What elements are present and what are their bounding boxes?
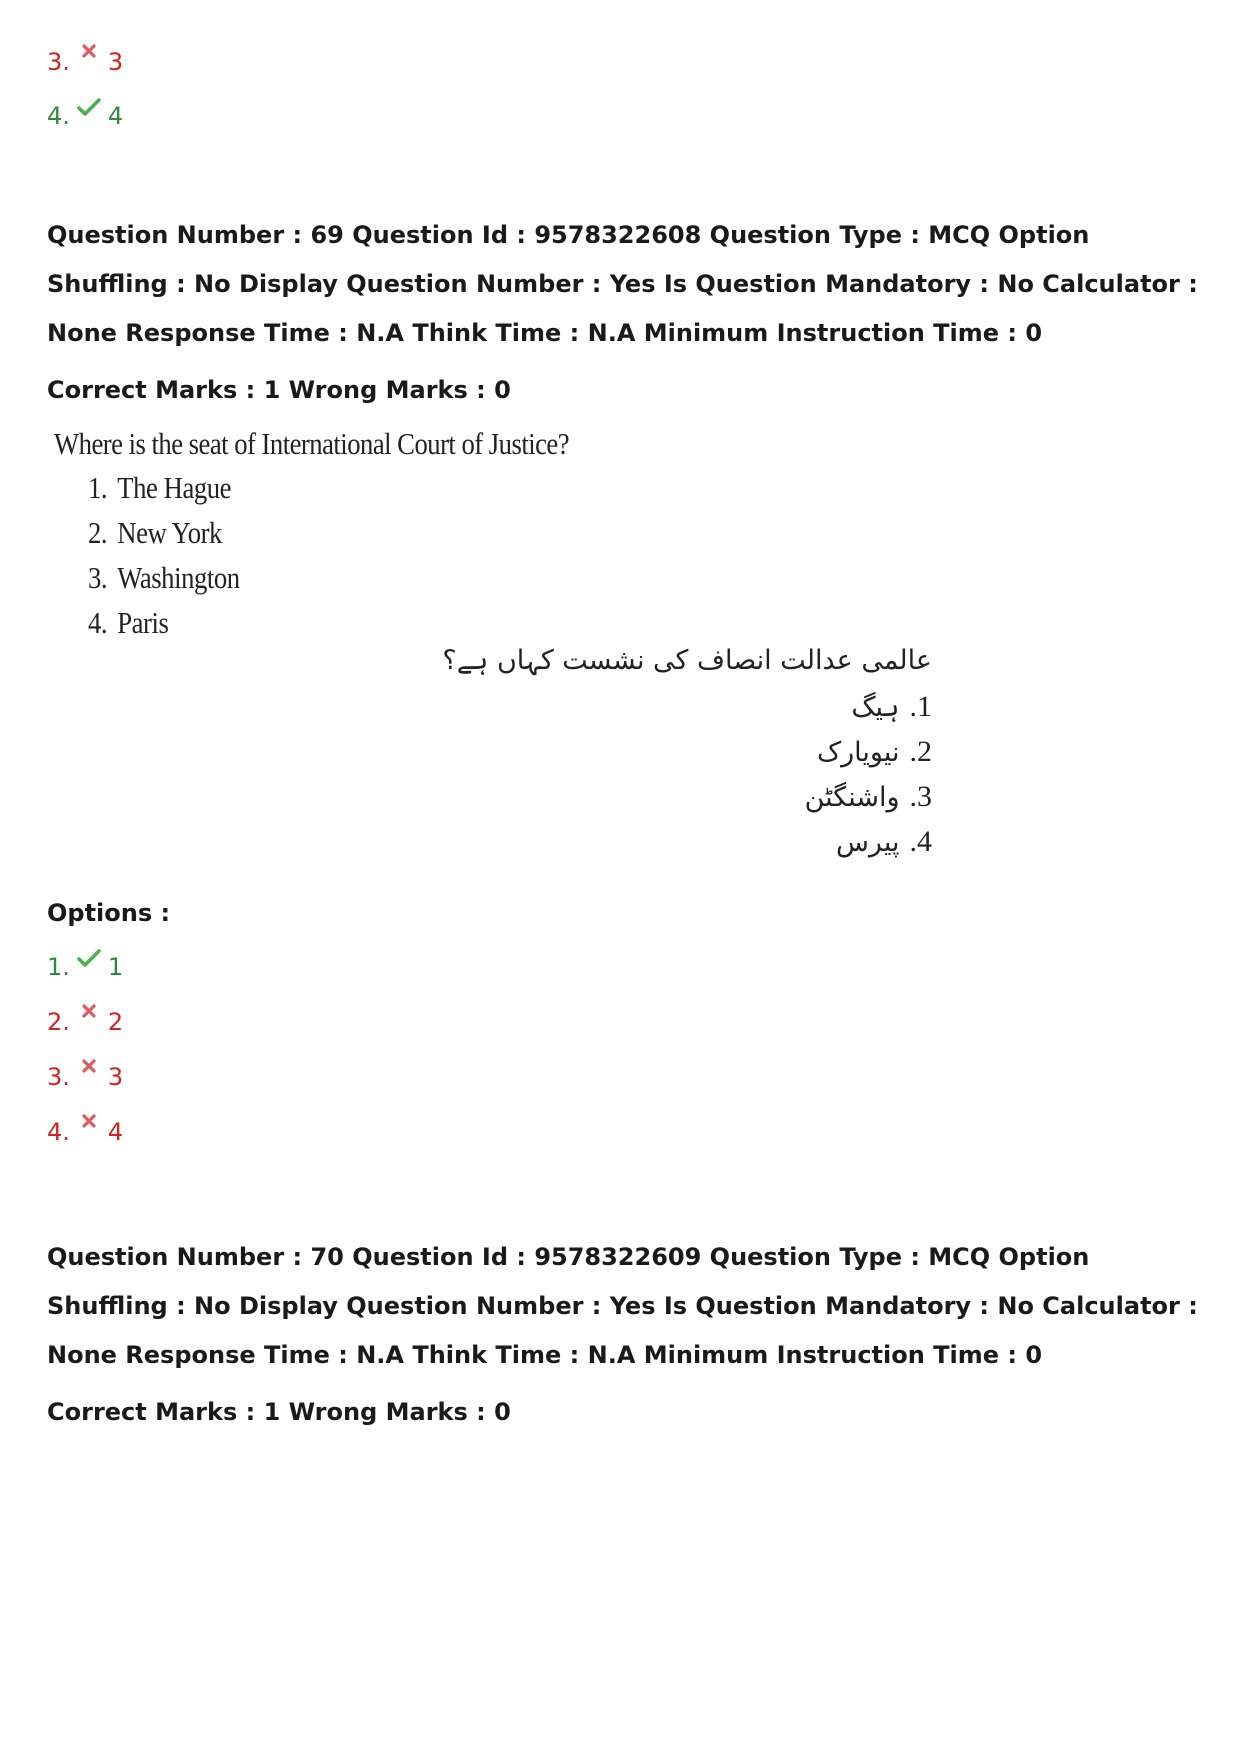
cross-icon: [76, 1058, 102, 1084]
english-choice-3: 3. Washington: [88, 560, 240, 595]
option-value: 2: [107, 1008, 124, 1036]
options-heading: Options :: [47, 899, 171, 927]
question-70-meta: Question Number : 70 Question Id : 9578322609 Question Type : MCQ Option Shuffling : No Display Question Number : Yes Is Question Mandatory : No Calculator : None Response Time : N.A Think Time : N.A Minimum Instruction Time : 0: [47, 1243, 1198, 1369]
option-value: 4: [107, 1118, 124, 1146]
option-value: 4: [107, 102, 124, 130]
question-69-option-3: [47, 1061, 123, 1093]
option-value: 3: [107, 1063, 124, 1091]
option-number: 4.: [47, 102, 70, 130]
option-number: 3.: [47, 48, 70, 76]
question-69-option-1: [47, 951, 123, 983]
question-69-meta: Question Number : 69 Question Id : 9578322608 Question Type : MCQ Option Shuffling : No Display Question Number : Yes Is Question Mandatory : No Calculator : None Response Time : N.A Think Time : N.A Minimum Instruction Time : 0: [47, 221, 1198, 347]
question-text-english: Where is the seat of International Court of Justice?: [54, 426, 570, 461]
option-number: 3.: [47, 1063, 70, 1091]
question-69-option-2: [47, 1006, 123, 1038]
question-70-marks: Correct Marks : 1 Wrong Marks : 0: [47, 1398, 511, 1426]
english-choice-1: 1. The Hague: [88, 470, 232, 505]
option-value: 1: [107, 953, 124, 981]
urdu-choice-4: .4پیرس: [835, 825, 932, 858]
option-number: 4.: [47, 1118, 70, 1146]
urdu-choice-3: .3واشنگٹن: [804, 780, 932, 813]
option-value: 3: [107, 48, 124, 76]
cross-icon: [76, 43, 102, 69]
english-choice-2: 2. New York: [88, 515, 222, 550]
urdu-choice-1: .1ہیگ: [851, 690, 932, 723]
question-text-urdu: عالمی عدالت انصاف کی نشست کہاں ہے؟: [442, 645, 932, 676]
question-69-english-image: [50, 420, 610, 660]
cross-icon: [76, 1003, 102, 1029]
question-69-marks: Correct Marks : 1 Wrong Marks : 0: [47, 376, 511, 404]
option-number: 2.: [47, 1008, 70, 1036]
prev-option-4: [47, 100, 123, 132]
prev-option-3: [47, 46, 123, 78]
option-number: 1.: [47, 953, 70, 981]
urdu-choice-2: .2نیویارک: [816, 735, 932, 768]
check-icon: [76, 97, 102, 123]
cross-icon: [76, 1113, 102, 1139]
question-69-option-4: [47, 1116, 123, 1148]
check-icon: [76, 948, 102, 974]
question-69-urdu-image: [442, 645, 940, 875]
english-choice-4: 4. Paris: [88, 605, 169, 640]
